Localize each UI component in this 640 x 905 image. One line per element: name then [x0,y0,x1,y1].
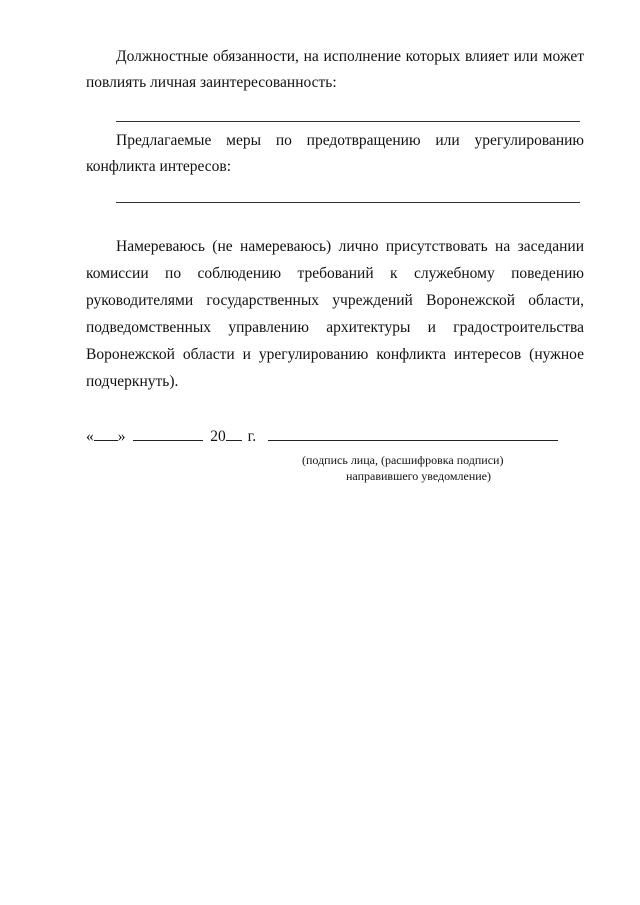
open-quote: « [86,428,94,445]
signature-caption-line1: (подпись лица, (расшифровка подписи) [302,453,504,467]
year-prefix: 20 [210,428,226,445]
date-signature-line [86,426,558,446]
measures-paragraph: Предлагаемые меры по предотвращению или урегулированию конфликта интересов: [86,132,584,175]
close-quote: » [117,428,126,445]
day-blank [94,426,118,441]
measures-fill-line [116,202,580,203]
month-blank [133,426,203,441]
duties-paragraph: Должностные обязанности, на исполнение которых влияет или может повлиять личная заинтересованность: [86,48,584,91]
signature-blank [268,426,558,441]
signature-caption-line2: направившего уведомление) [346,469,491,483]
intent-paragraph: Намереваюсь (не намереваюсь) лично присутствовать на заседании комиссии по соблюдению требований к служебному поведению руководителями государственных учреждений Воронежской области, подведомственных управлению архитектуры и градостроительства Воронежской области и урегулированию конфликта интересов (нужное подчеркнуть). [86,238,584,390]
year-blank [226,426,242,441]
duties-fill-line [116,121,580,122]
year-suffix: г. [247,428,257,445]
